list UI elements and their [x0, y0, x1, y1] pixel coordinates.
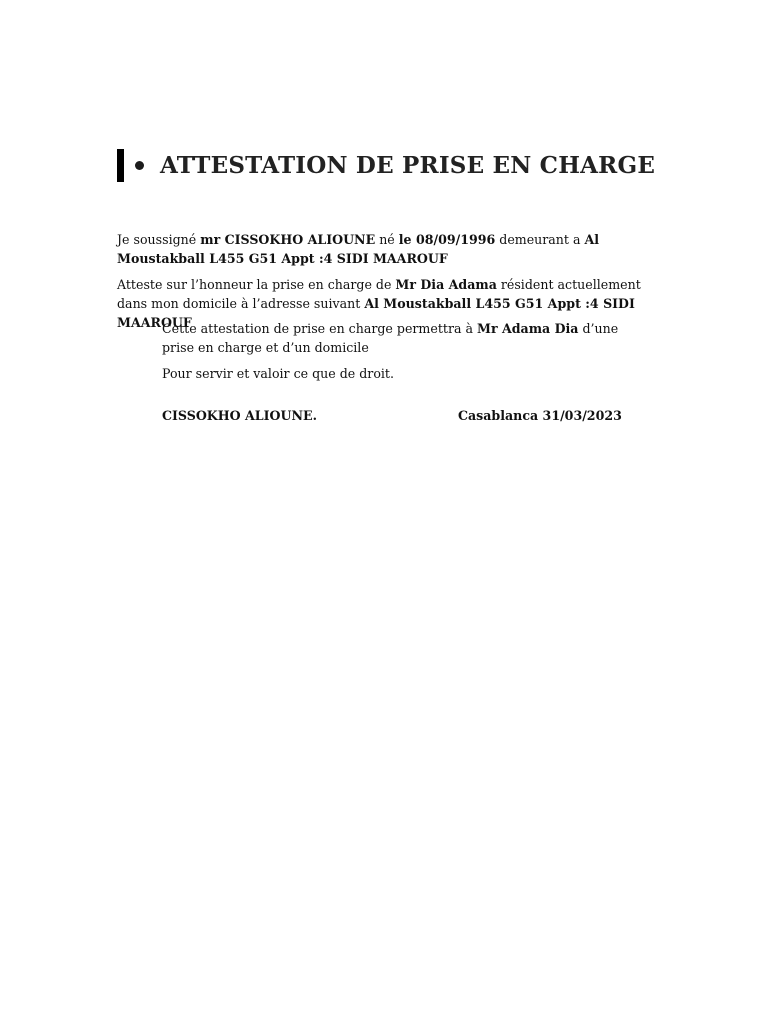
- paragraph-purpose: [162, 319, 652, 357]
- residence-address: Al Moustakball L455 G51 Appt :4 SIDI MAAROUF: [117, 296, 635, 330]
- heading-bar-marker: [117, 149, 124, 182]
- paragraph-declarant: [117, 230, 652, 268]
- signature-place-date: Casablanca 31/03/2023: [458, 408, 622, 423]
- text-segment: Je soussigné: [117, 232, 201, 247]
- beneficiary-name-alt: Mr Adama Dia: [477, 321, 579, 336]
- paragraph-closing: Pour servir et valoir ce que de droit.: [162, 366, 394, 381]
- bullet-icon: [135, 161, 144, 170]
- document-heading: [117, 147, 655, 183]
- text-segment: né: [375, 232, 399, 247]
- text-segment: Cette attestation de prise en charge permettra à: [162, 321, 477, 336]
- declarant-name: mr CISSOKHO ALIOUNE: [200, 232, 376, 247]
- text-segment: demeurant a: [495, 232, 585, 247]
- text-segment: Atteste sur l’honneur la prise en charge de: [117, 277, 396, 292]
- document-title: ATTESTATION DE PRISE EN CHARGE: [160, 151, 656, 179]
- signature-name: CISSOKHO ALIOUNE.: [162, 408, 317, 423]
- text-segment: résident actuellement dans mon domicile à l’adresse suivant: [117, 277, 641, 311]
- text-segment: d’une prise en charge et d’un domicile: [162, 321, 619, 355]
- birth-date: le 08/09/1996: [398, 232, 496, 247]
- beneficiary-name: Mr Dia Adama: [395, 277, 497, 292]
- declarant-address: Al Moustakball L455 G51 Appt :4 SIDI MAAROUF: [117, 232, 600, 266]
